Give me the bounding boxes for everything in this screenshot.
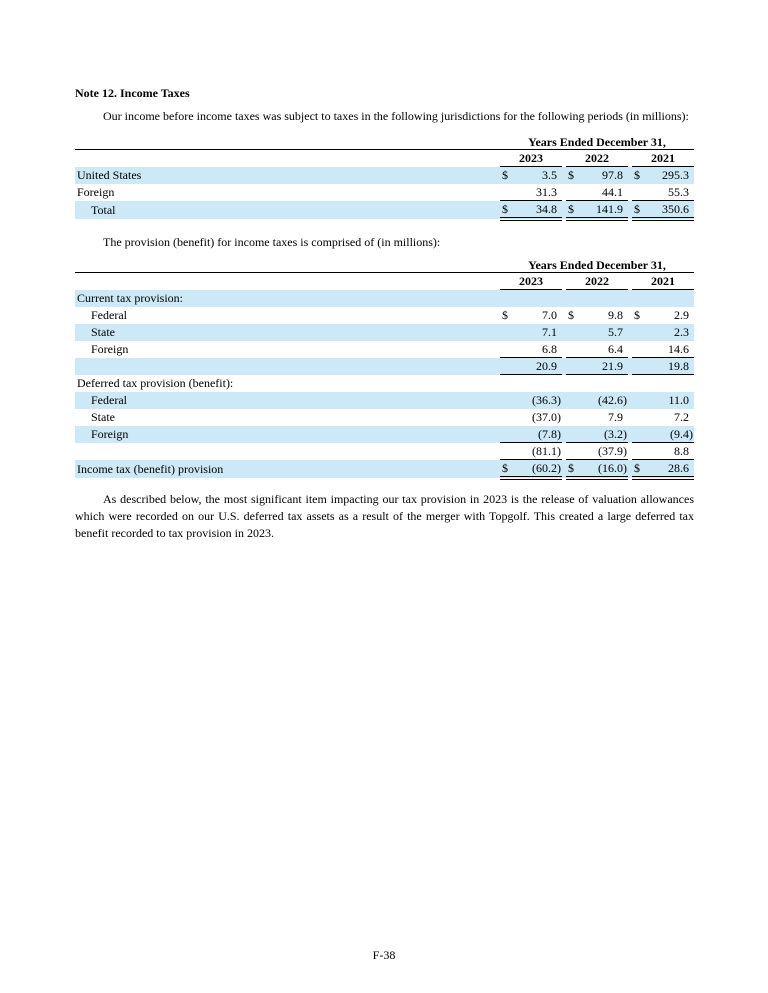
dollar-sign-cell	[632, 409, 646, 426]
dollar-sign-cell: $	[502, 308, 508, 322]
dollar-sign-cell	[500, 392, 514, 409]
dollar-sign-cell	[500, 184, 514, 201]
row-label	[75, 443, 500, 460]
value-cell: (81.1)	[514, 443, 562, 460]
dollar-sign-cell	[500, 290, 514, 307]
dollar-sign-cell: $	[566, 201, 580, 220]
table-row-federal	[75, 392, 694, 409]
dollar-sign-cell	[632, 375, 646, 392]
dollar-sign-cell	[500, 409, 514, 426]
row-label: Total	[75, 201, 500, 220]
row-label: Federal	[91, 308, 127, 322]
row-label: Deferred tax provision (benefit):	[77, 376, 234, 390]
table-row-total	[75, 201, 694, 220]
table-span-header-row	[75, 136, 694, 150]
value-cell: (16.0)	[580, 460, 628, 479]
dollar-sign-cell: $	[634, 308, 640, 322]
empty-corner	[75, 150, 500, 167]
table-row-deferred-tax-provision	[75, 375, 694, 392]
value-cell: (42.6)	[580, 392, 628, 409]
dollar-sign-cell: $	[632, 460, 646, 479]
row-label: Foreign	[77, 185, 115, 199]
year-header: 2023	[500, 273, 562, 290]
value-cell: 6.8	[514, 341, 562, 358]
value-cell: (7.8)	[514, 426, 562, 443]
dollar-sign-cell	[566, 443, 580, 460]
year-header: 2023	[500, 150, 562, 167]
value-cell: 141.9	[580, 201, 628, 220]
value-cell: 7.9	[608, 410, 623, 424]
value-cell: 28.6	[646, 460, 694, 479]
value-cell	[646, 375, 694, 392]
value-cell: 2.9	[674, 308, 690, 322]
value-cell: (36.3)	[514, 392, 562, 409]
row-label: State	[91, 410, 115, 424]
income-before-tax-table	[75, 136, 694, 221]
value-cell	[580, 290, 628, 307]
dollar-sign-cell	[500, 341, 514, 358]
value-cell: 9.8	[608, 308, 623, 322]
row-label: State	[75, 324, 500, 341]
dollar-sign-cell	[500, 324, 514, 341]
value-cell: 11.0	[646, 392, 694, 409]
table-row-state	[75, 409, 694, 426]
span-header: Years Ended December 31,	[500, 259, 694, 273]
dollar-sign-cell	[566, 426, 580, 443]
table-row-income-tax-provision	[75, 460, 694, 479]
span-header: Years Ended December 31,	[500, 136, 694, 150]
dollar-sign-cell: $	[500, 167, 514, 184]
dollar-sign-cell	[632, 358, 646, 375]
row-label: Income tax (benefit) provision	[75, 460, 500, 479]
value-cell	[646, 290, 694, 307]
table-row-foreign	[75, 341, 694, 358]
table-row-foreign	[75, 184, 694, 201]
value-cell: 5.7	[580, 324, 628, 341]
value-cell: 295.3	[646, 167, 694, 184]
dollar-sign-cell	[500, 443, 514, 460]
value-cell: 19.8	[646, 358, 694, 375]
intro-paragraph: Our income before income taxes was subject to taxes in the following jurisdictions for the following periods (in millions):	[103, 109, 689, 123]
provision-paragraph: The provision (benefit) for income taxes is comprised of (in millions):	[103, 235, 441, 249]
value-cell: 3.5	[514, 167, 562, 184]
dollar-sign-cell	[566, 324, 580, 341]
dollar-sign-cell	[500, 358, 514, 375]
value-cell: (37.0)	[532, 410, 561, 424]
note-heading: Note 12. Income Taxes	[75, 86, 190, 100]
table-row-federal	[75, 307, 694, 324]
value-cell: 350.6	[646, 201, 694, 220]
value-cell: 97.8	[580, 167, 628, 184]
table-row-deferred-subtotal	[75, 443, 694, 460]
page-number: F-38	[372, 948, 396, 962]
table-year-header-row	[75, 150, 694, 167]
value-cell: (3.2)	[580, 426, 628, 443]
dollar-sign-cell	[566, 184, 580, 201]
value-cell	[514, 375, 562, 392]
value-cell: 2.3	[646, 324, 694, 341]
value-cell: 20.9	[514, 358, 562, 375]
dollar-sign-cell	[632, 392, 646, 409]
valuation-allowance-paragraph: As described below, the most significant item impacting our tax provision in 2023 is the release of valuation allowances which were recorded on our U.S. deferred tax assets as a result of the merger with Topgolf. This created a large deferred tax benefit recorded to tax provision in 2023.	[75, 492, 694, 540]
dollar-sign-cell	[566, 375, 580, 392]
row-label: United States	[75, 167, 500, 184]
dollar-sign-cell	[566, 409, 580, 426]
dollar-sign-cell	[632, 426, 646, 443]
dollar-sign-cell	[566, 290, 580, 307]
table-year-header-row	[75, 273, 694, 290]
value-cell: 7.1	[514, 324, 562, 341]
dollar-sign-cell: $	[500, 201, 514, 220]
table-row-current-tax-provision	[75, 290, 694, 307]
dollar-sign-cell	[566, 358, 580, 375]
dollar-sign-cell	[632, 290, 646, 307]
value-cell: (37.9)	[580, 443, 628, 460]
value-cell: 55.3	[646, 184, 694, 201]
value-cell: 7.2	[674, 410, 690, 424]
dollar-sign-cell	[500, 426, 514, 443]
value-cell: 34.8	[514, 201, 562, 220]
value-cell: (60.2)	[514, 460, 562, 479]
dollar-sign-cell	[632, 324, 646, 341]
table-row-foreign	[75, 426, 694, 443]
dollar-sign-cell: $	[500, 460, 514, 479]
dollar-sign-cell	[632, 184, 646, 201]
value-cell: 44.1	[580, 184, 628, 201]
value-cell: 6.4	[580, 341, 628, 358]
row-label: Federal	[75, 392, 500, 409]
dollar-sign-cell	[632, 443, 646, 460]
tax-provision-table	[75, 259, 694, 480]
value-cell: 21.9	[580, 358, 628, 375]
value-cell: 31.3	[514, 184, 562, 201]
value-cell: 7.0	[542, 308, 557, 322]
year-header: 2022	[566, 150, 628, 167]
dollar-sign-cell	[566, 341, 580, 358]
year-header: 2021	[632, 150, 694, 167]
row-label: Foreign	[91, 342, 129, 356]
dollar-sign-cell: $	[568, 308, 574, 322]
dollar-sign-cell: $	[566, 167, 580, 184]
year-header: 2022	[566, 273, 628, 290]
table-row-state	[75, 324, 694, 341]
value-cell	[580, 375, 628, 392]
table-row-united-states	[75, 167, 694, 184]
value-cell: 8.8	[646, 443, 694, 460]
empty-corner	[75, 273, 500, 290]
empty-corner	[75, 259, 500, 273]
dollar-sign-cell: $	[632, 201, 646, 220]
empty-corner	[75, 136, 500, 150]
table-row-current-subtotal	[75, 358, 694, 375]
dollar-sign-cell: $	[632, 167, 646, 184]
value-cell: (9.4)	[646, 426, 694, 443]
value-cell	[514, 290, 562, 307]
table-span-header-row	[75, 259, 694, 273]
dollar-sign-cell: $	[566, 460, 580, 479]
value-cell: 14.6	[646, 341, 694, 358]
dollar-sign-cell	[500, 375, 514, 392]
row-label: Current tax provision:	[75, 290, 500, 307]
row-label	[75, 358, 500, 375]
dollar-sign-cell	[632, 341, 646, 358]
row-label: Foreign	[75, 426, 500, 443]
dollar-sign-cell	[566, 392, 580, 409]
year-header: 2021	[632, 273, 694, 290]
